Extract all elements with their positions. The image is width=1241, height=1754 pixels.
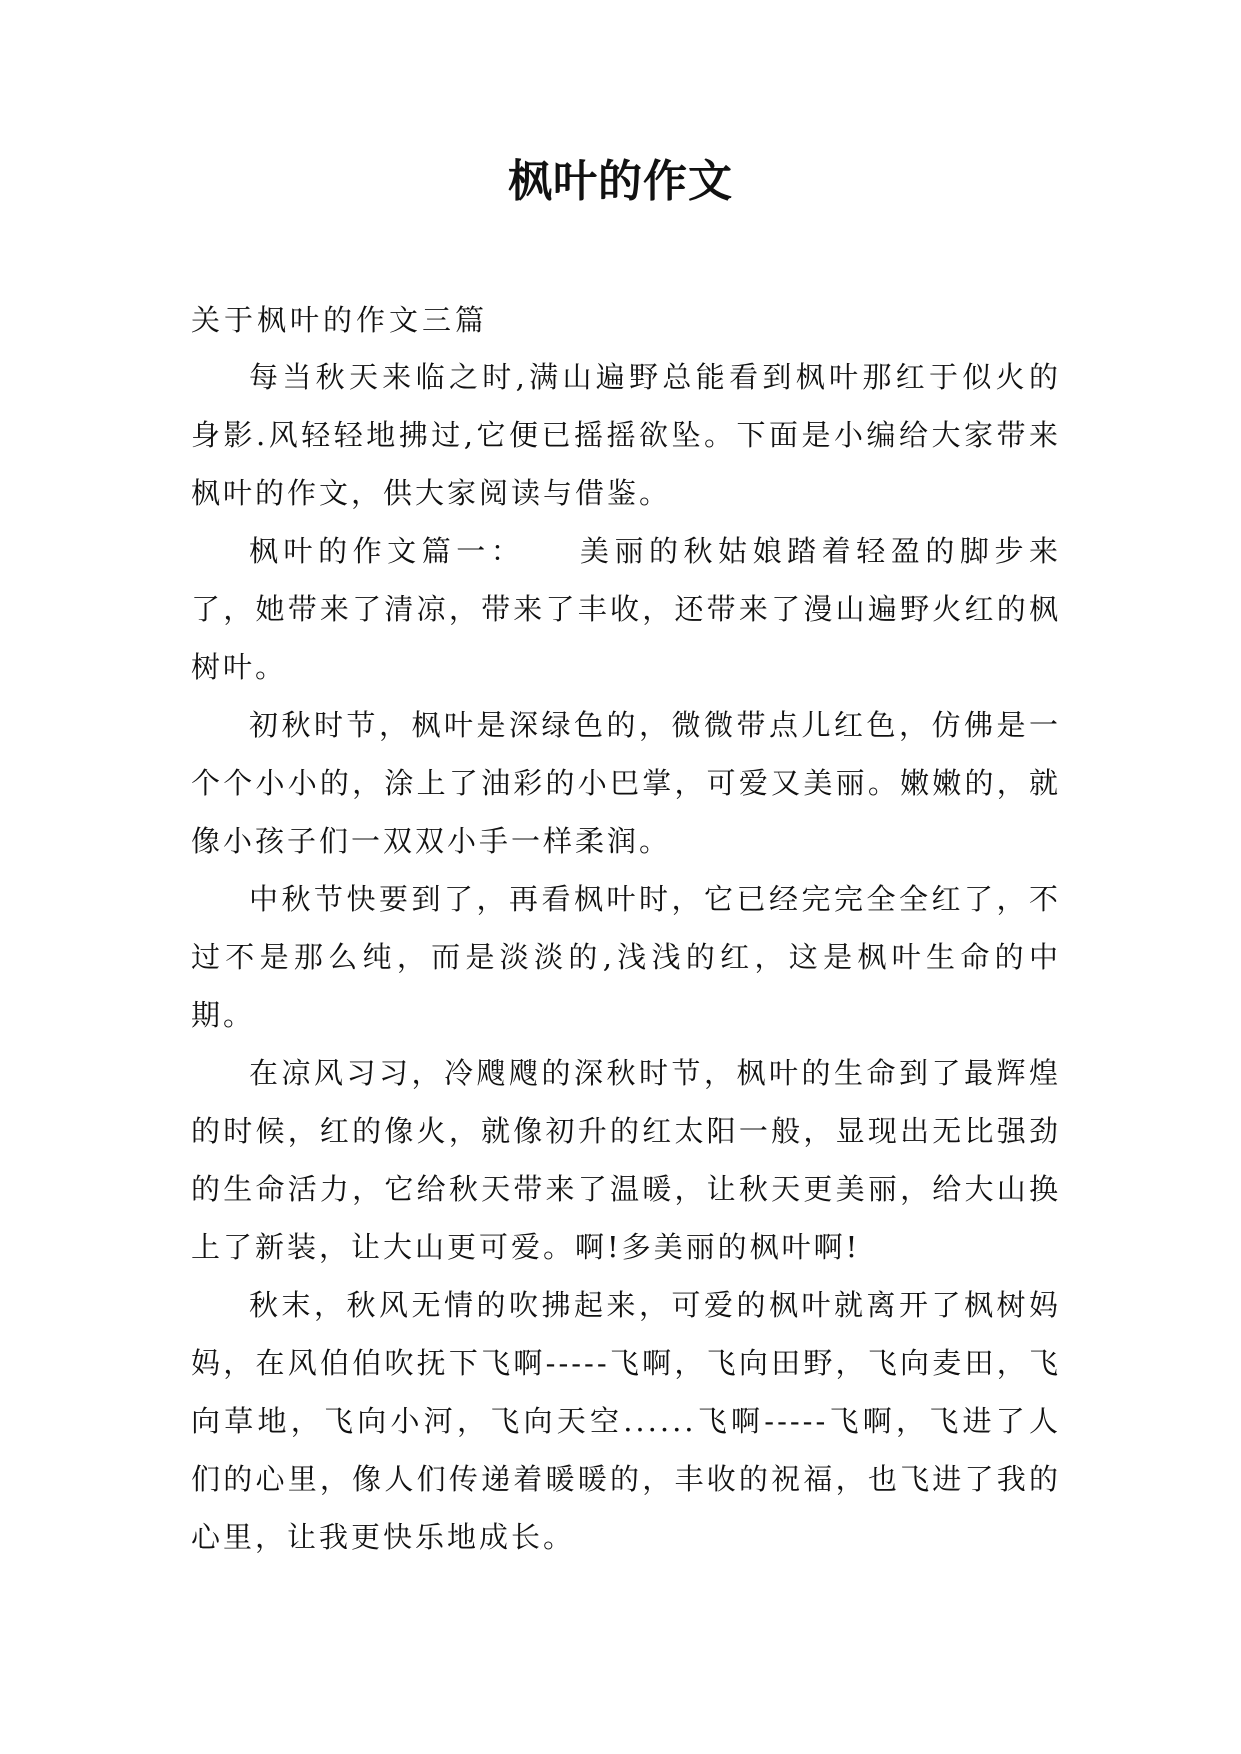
paragraph-early-autumn: 初秋时节，枫叶是深绿色的，微微带点儿红色，仿佛是一个个小小的，涂上了油彩的小巴掌，可爱又美丽。嫩嫩的，就像小孩子们一双双小手一样柔润。 [191,708,1061,858]
paragraph-late-autumn: 在凉风习习，冷飕飕的深秋时节，枫叶的生命到了最辉煌的时候，红的像火，就像初升的红太阳一般，显现出无比强劲的生命活力，它给秋天带来了温暖，让秋天更美丽，给大山换上了新装，让大山更可爱。啊!多美丽的枫叶啊! [191,1056,1061,1264]
document-title: 枫叶的作文 [508,156,733,207]
paragraph-autumn-end: 秋末，秋风无情的吹拂起来，可爱的枫叶就离开了枫树妈妈，在风伯伯吹抚下飞啊-----飞啊，飞向田野，飞向麦田，飞向草地，飞向小河，飞向天空......飞啊-----飞啊，飞进了人们的心里，像人们传递着暖暖的，丰收的祝福，也飞进了我的心里，让我更快乐地成长。 [191,1288,1061,1554]
document-body [191,292,1061,1566]
paragraph-mid-autumn: 中秋节快要到了，再看枫叶时，它已经完完全全红了，不过不是那么纯，而是淡淡的,浅浅的红，这是枫叶生命的中期。 [191,882,1061,1032]
paragraph-intro: 每当秋天来临之时,满山遍野总能看到枫叶那红于似火的身影.风轻轻地拂过,它便已摇摇欲坠。下面是小编给大家带来枫叶的作文，供大家阅读与借鉴。 [191,360,1061,510]
paragraph-essay-one-opening: 枫叶的作文篇一： 美丽的秋姑娘踏着轻盈的脚步来了，她带来了清凉，带来了丰收，还带来了漫山遍野火红的枫树叶。 [191,534,1061,684]
document-subtitle: 关于枫叶的作文三篇 [191,303,489,337]
